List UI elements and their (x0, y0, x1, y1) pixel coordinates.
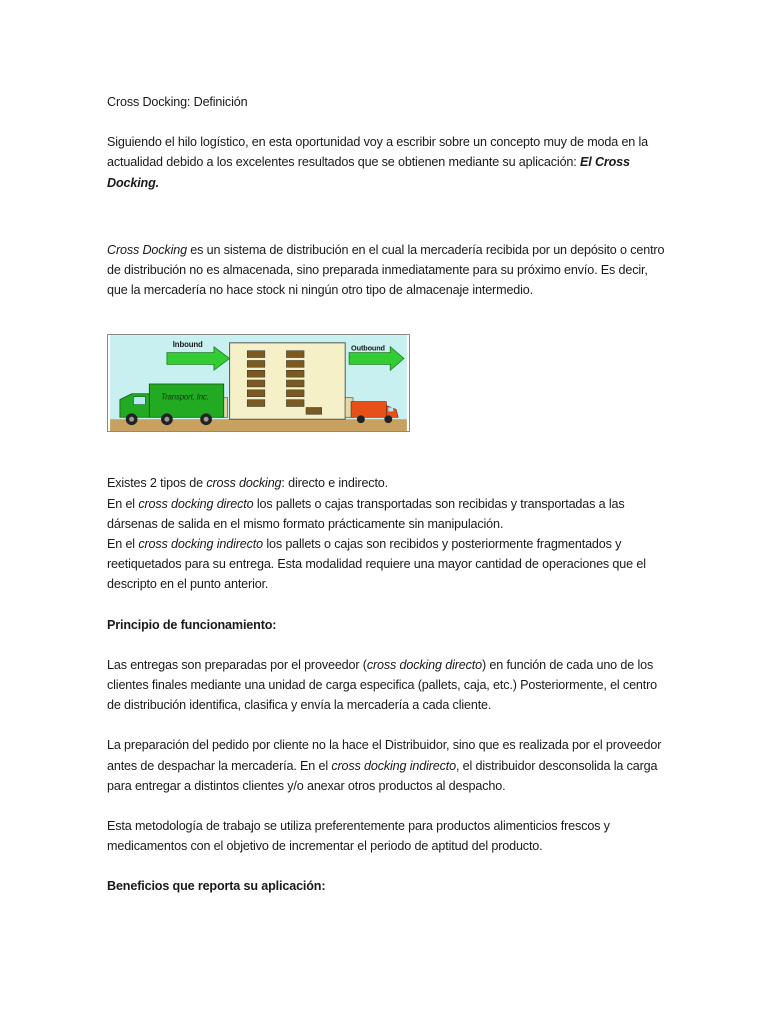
types-indirect (107, 534, 667, 595)
types-direct-text-a: En el (107, 496, 139, 511)
outbound-label: Outbound (351, 344, 385, 354)
principle-p2-emphasis: cross docking indirecto (331, 758, 456, 773)
principle-paragraph-2 (107, 735, 667, 796)
definition-paragraph (107, 240, 667, 301)
principle-heading: Principio de funcionamiento: (107, 617, 277, 632)
types-indirect-text-a: En el (107, 537, 139, 552)
definition-text: es un sistema de distribución en el cual la mercadería recibida por un depósito o centro de distribución no es almacenada, sino preparada inmediatamente para su próximo envío. Es decir, que la mercadería no hace stock ni ningún otro tipo de almacenaje intermedio. (107, 242, 665, 298)
principle-p1-emphasis: cross docking directo (366, 657, 482, 672)
intro-paragraph (107, 132, 667, 193)
types-intro-text-b: : directo e indirecto. (281, 476, 389, 491)
cross-docking-illustration (107, 334, 410, 432)
principle-p2-text-a: La preparación del pedido por cliente no la hace el Distribuidor, sino que es realizada por el proveedor antes de despachar la mercadería. En el (107, 738, 662, 773)
intro-emphasis: El Cross Docking. (107, 155, 630, 190)
benefits-heading: Beneficios que reporta su aplicación: (107, 879, 326, 894)
types-intro-text-a: Existes 2 tipos de (107, 476, 207, 491)
types-direct (107, 494, 667, 534)
types-direct-text-b: los pallets o cajas transportadas son recibidas y transportadas a las dársenas de salida en el mismo formato prácticamente sin manipulación. (107, 496, 625, 531)
principle-paragraph-3: Esta metodología de trabajo se utiliza preferentemente para productos alimenticios frescos y medicamentos con el objetivo de incrementar el periodo de aptitud del producto. (107, 819, 610, 854)
definition-term: Cross Docking (107, 242, 187, 257)
intro-text: Siguiendo el hilo logístico, en esta oportunidad voy a escribir sobre un concepto muy de moda en la actualidad debido a los excelentes resultados que se obtienen mediante su aplicación: (107, 135, 649, 170)
document-title: Cross Docking: Definición (107, 95, 248, 109)
principle-p1-text-b: ) en función de cada uno de los clientes finales mediante una unidad de carga especifica (pallets, caja, etc.) Posteriormente, el centro de distribución identifica, clasifica y envía la mercadería a cada cliente. (107, 657, 658, 713)
inbound-label: Inbound (172, 340, 203, 350)
principle-p1-text-a: Las entregas son preparadas por el proveedor ( (107, 657, 367, 672)
types-indirect-emphasis: cross docking indirecto (138, 537, 263, 552)
principle-p2-text-b: , el distribuidor desconsolida la carga para entregar a distintos clientes y/o anexar otros productos al despacho. (107, 758, 658, 793)
types-intro-emphasis: cross docking (206, 476, 282, 491)
types-direct-emphasis: cross docking directo (138, 496, 254, 511)
types-indirect-text-b: los pallets o cajas son recibidos y posteriormente fragmentados y reetiquetados para su entrega. Esta modalidad requiere una mayor cantidad de operaciones que el descripto en el punto anterior. (107, 537, 646, 592)
document-body (107, 92, 667, 897)
principle-paragraph-1 (107, 655, 667, 716)
loose-pallet (306, 408, 322, 415)
types-intro (107, 473, 667, 493)
truck-label: Transport, Inc. (161, 393, 209, 403)
